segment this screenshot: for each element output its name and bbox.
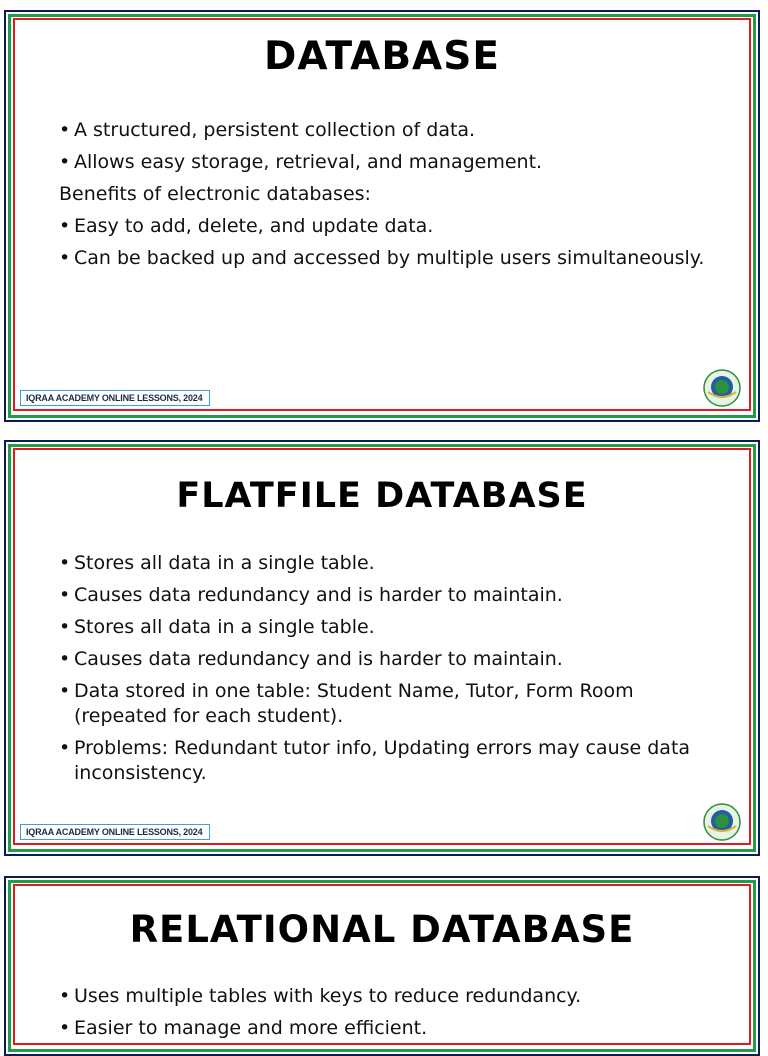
- body-text: Benefits of electronic databases:: [59, 183, 371, 205]
- slide-title: RELATIONAL DATABASE: [129, 908, 635, 951]
- footer-label: IQRAA ACADEMY ONLINE LESSONS, 2024: [20, 390, 210, 406]
- slide-body: [59, 551, 718, 793]
- slide-relational-database: [4, 876, 760, 1056]
- slide-body: [59, 984, 718, 1048]
- footer-label: IQRAA ACADEMY ONLINE LESSONS, 2024: [20, 824, 210, 840]
- bullet-item: • Causes data redundancy and is harder to maintain.: [59, 647, 718, 672]
- slide-database: [4, 10, 760, 422]
- bullet-item: • Allows easy storage, retrieval, and management.: [59, 150, 718, 175]
- bullet-item: • Stores all data in a single table.: [59, 615, 718, 640]
- bullet-item: • Uses multiple tables with keys to reduce redundancy.: [59, 984, 718, 1009]
- slide-title: DATABASE: [264, 34, 500, 79]
- bullet-item: • Can be backed up and accessed by multiple users simultaneously.: [59, 246, 718, 271]
- academy-seal-icon: [702, 802, 742, 842]
- bullet-item: • Problems: Redundant tutor info, Updating errors may cause data inconsistency.: [59, 736, 718, 786]
- slide-title: FLATFILE DATABASE: [176, 476, 588, 516]
- bullet-item: • Stores all data in a single table.: [59, 551, 718, 576]
- slide-body: [59, 118, 718, 278]
- slide-flatfile-database: [4, 440, 760, 856]
- bullet-item: • Easy to add, delete, and update data.: [59, 214, 718, 239]
- bullet-item: • Causes data redundancy and is harder to maintain.: [59, 583, 718, 608]
- academy-seal-icon: [702, 368, 742, 408]
- bullet-item: • Easier to manage and more efficient.: [59, 1016, 718, 1041]
- bullet-item: • Data stored in one table: Student Name, Tutor, Form Room (repeated for each student).: [59, 679, 718, 729]
- bullet-item: • A structured, persistent collection of data.: [59, 118, 718, 143]
